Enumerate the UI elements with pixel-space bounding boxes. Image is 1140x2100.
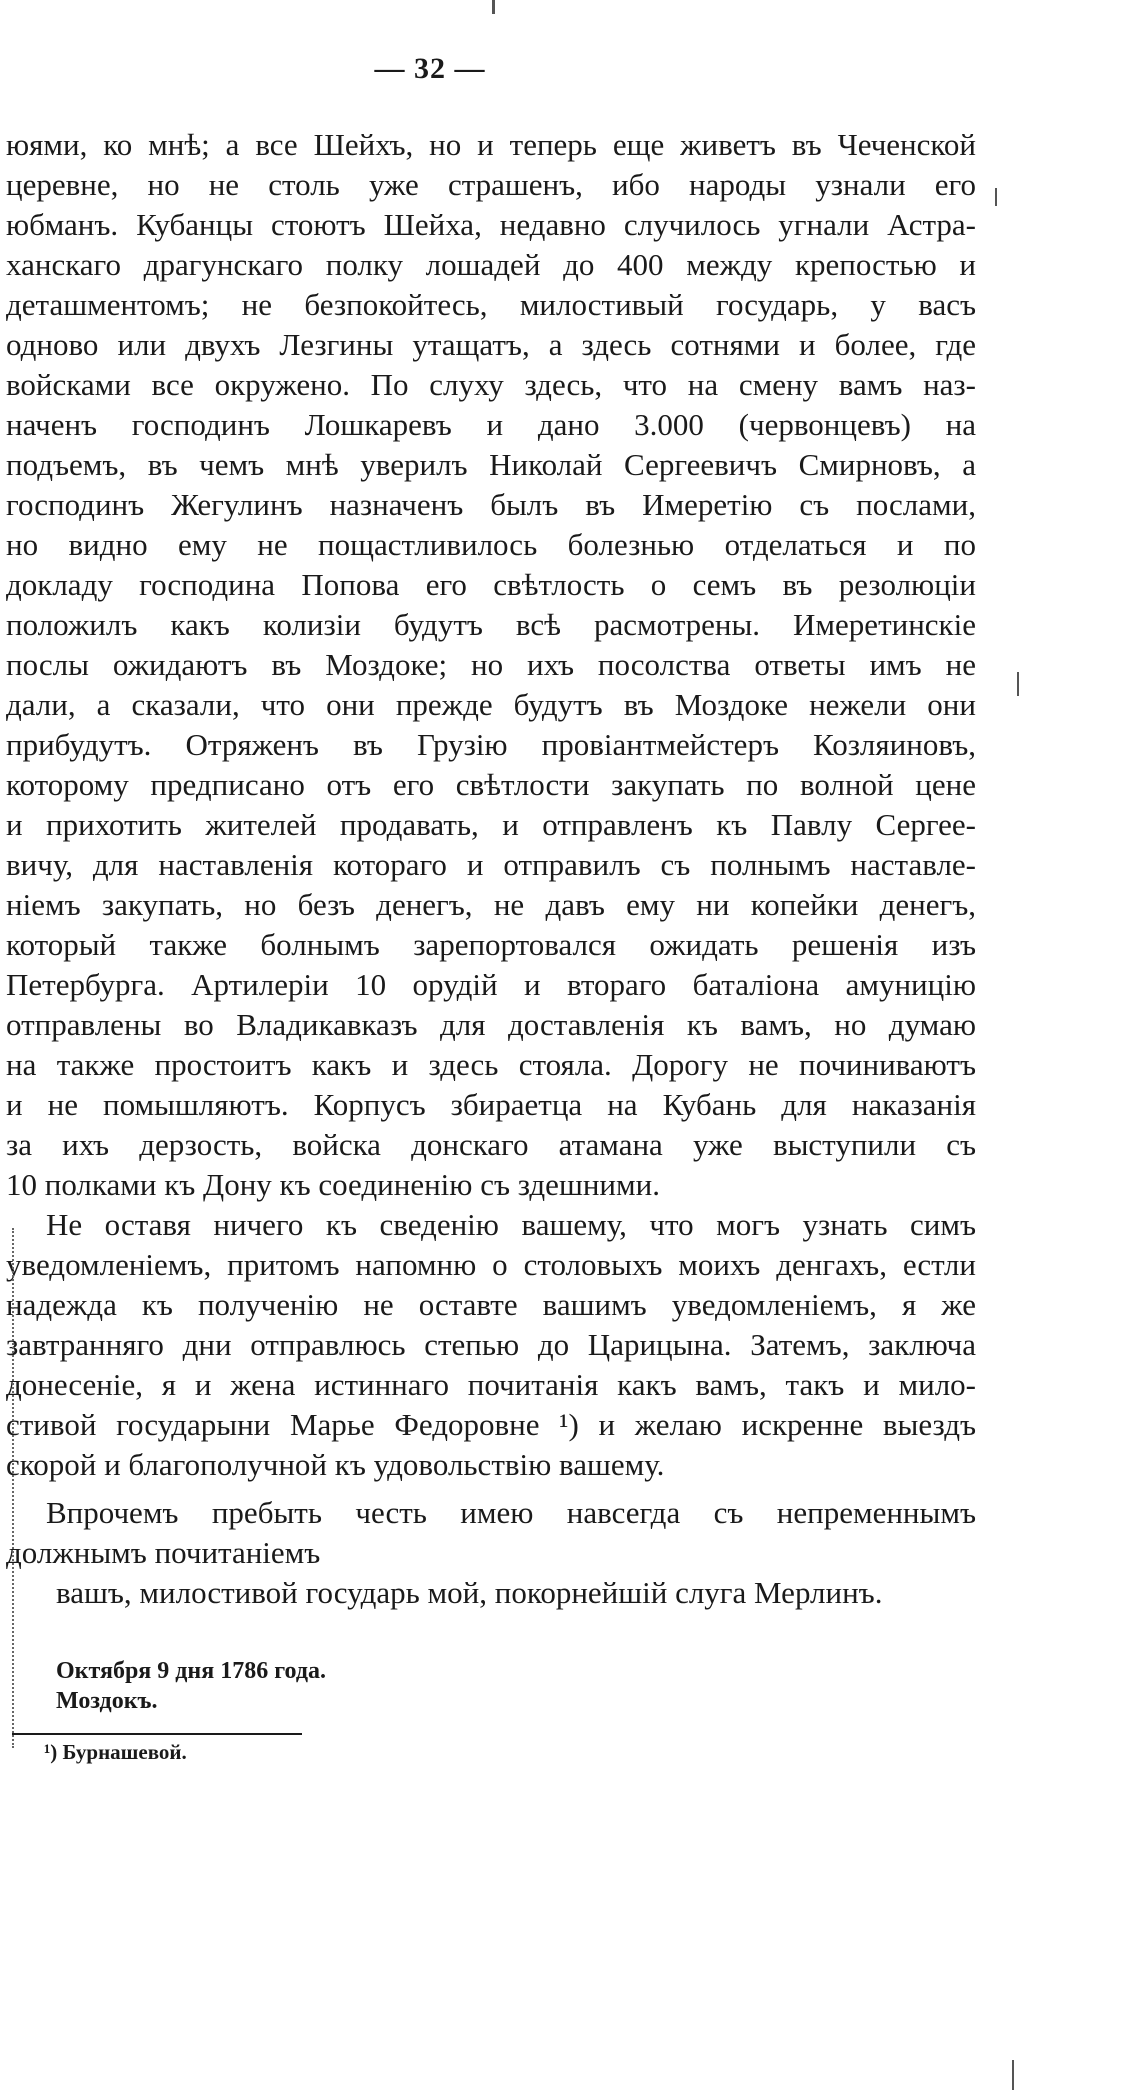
place-line: Моздокъ. — [56, 1688, 158, 1714]
text-line: на также простоитъ какъ и здесь стояла. Дорогу не починиваютъ — [6, 1047, 976, 1082]
text-line: ханскаго драгунскаго полку лошадей до 400 между крепостью и — [6, 247, 976, 282]
text-line: который также болнымъ зарепортовался ожидать решенія изъ — [6, 927, 976, 962]
text-line: должнымъ почитаніемъ — [6, 1535, 321, 1570]
text-line: стивой государыни Марье Федоровне ¹) и желаю искренне выездъ — [6, 1407, 976, 1442]
text-line: Впрочемъ пребыть честь имею навсегда съ непременнымъ — [46, 1495, 976, 1530]
text-line: и прихотить жителей продавать, и отправленъ къ Павлу Сергее- — [6, 807, 976, 842]
text-line: которому предписано отъ его свѣтлости закупать по волной цене — [6, 767, 976, 802]
text-line: ніемъ закупать, но безъ денегъ, не давъ ему ни копейки денегъ, — [6, 887, 976, 922]
text-line: прибудутъ. Отряженъ въ Грузію провіантмейстеръ Козляиновъ, — [6, 727, 976, 762]
text-line: отправлены во Владикавказъ для доставленія къ вамъ, но думаю — [6, 1007, 976, 1042]
text-line: вичу, для наставленія котораго и отправилъ съ полнымъ наставле- — [6, 847, 976, 882]
text-line: церевне, но не столь уже страшенъ, ибо народы узнали его — [6, 167, 976, 202]
text-line: подъемъ, въ чемъ мнѣ уверилъ Николай Сергеевичъ Смирновъ, а — [6, 447, 976, 482]
scan-speck — [1012, 2060, 1014, 2090]
text-line: войсками все окружено. По слуху здесь, что на смену вамъ наз- — [6, 367, 976, 402]
text-line: скорой и благополучной къ удовольствію вашему. — [6, 1447, 665, 1482]
signature-line: вашъ, милостивой государь мой, покорнейшій слуга Мерлинъ. — [56, 1575, 883, 1610]
text-line: послы ожидаютъ въ Моздоке; но ихъ посолства ответы имъ не — [6, 647, 976, 682]
footnote: ¹) Бурнашевой. — [44, 1740, 187, 1764]
text-line: деташментомъ; не безпокойтесь, милостивый государь, у васъ — [6, 287, 976, 322]
letter-body — [6, 125, 976, 1613]
date-place — [56, 1656, 326, 1716]
text-line: но видно ему не пощастливилось болезнью отделаться и по — [6, 527, 976, 562]
text-line: наченъ господинъ Лошкаревъ и дано 3.000 (червонцевъ) на — [6, 407, 976, 442]
page-number: — 32 — — [374, 52, 486, 85]
text-line: и не помышляютъ. Корпусъ збираетца на Кубань для наказанія — [6, 1087, 976, 1122]
text-line: положилъ какъ колизіи будутъ всѣ расмотрены. Имеретинскіе — [6, 607, 976, 642]
text-line: юбманъ. Кубанцы стоютъ Шейха, недавно случилось угнали Астра- — [6, 207, 976, 242]
text-line: Петербурга. Артилеріи 10 орудій и втораго баталіона амуницію — [6, 967, 976, 1002]
text-line: докладу господина Попова его свѣтлость о семъ въ резолюціи — [6, 567, 976, 602]
text-line: Не оставя ничего къ сведенію вашему, что могъ узнать симъ — [46, 1207, 976, 1242]
text-line: уведомленіемъ, притомъ напомню о столовыхъ моихъ денгахъ, естли — [6, 1247, 976, 1282]
text-line: дали, а сказали, что они прежде будутъ въ Моздоке нежели они — [6, 687, 976, 722]
margin-scan-artifact — [12, 1228, 18, 1748]
scan-speck — [995, 188, 997, 206]
footnote-divider — [12, 1733, 302, 1735]
text-line: за ихъ дерзость, войска донскаго атамана уже выступили съ — [6, 1127, 976, 1162]
text-line: одново или двухъ Лезгины утащатъ, а здесь сотнями и более, где — [6, 327, 976, 362]
text-line: завтранняго дни отправлюсь степью до Царицына. Затемъ, заключа — [6, 1327, 976, 1362]
text-line: юями, ко мнѣ; а все Шейхъ, но и теперь еще живетъ въ Чеченской — [6, 127, 976, 162]
scan-speck — [492, 0, 495, 14]
text-line: донесеніе, я и жена истиннаго почитанія какъ вамъ, такъ и мило- — [6, 1367, 976, 1402]
text-line: надежда къ полученію не оставте вашимъ уведомленіемъ, я же — [6, 1287, 976, 1322]
date-line: Октября 9 дня 1786 года. — [56, 1658, 326, 1684]
text-line: 10 полками къ Дону къ соединенію съ здешними. — [6, 1167, 660, 1202]
scan-speck — [1017, 672, 1019, 696]
text-line: господинъ Жегулинъ назначенъ былъ въ Имеретію съ послами, — [6, 487, 976, 522]
